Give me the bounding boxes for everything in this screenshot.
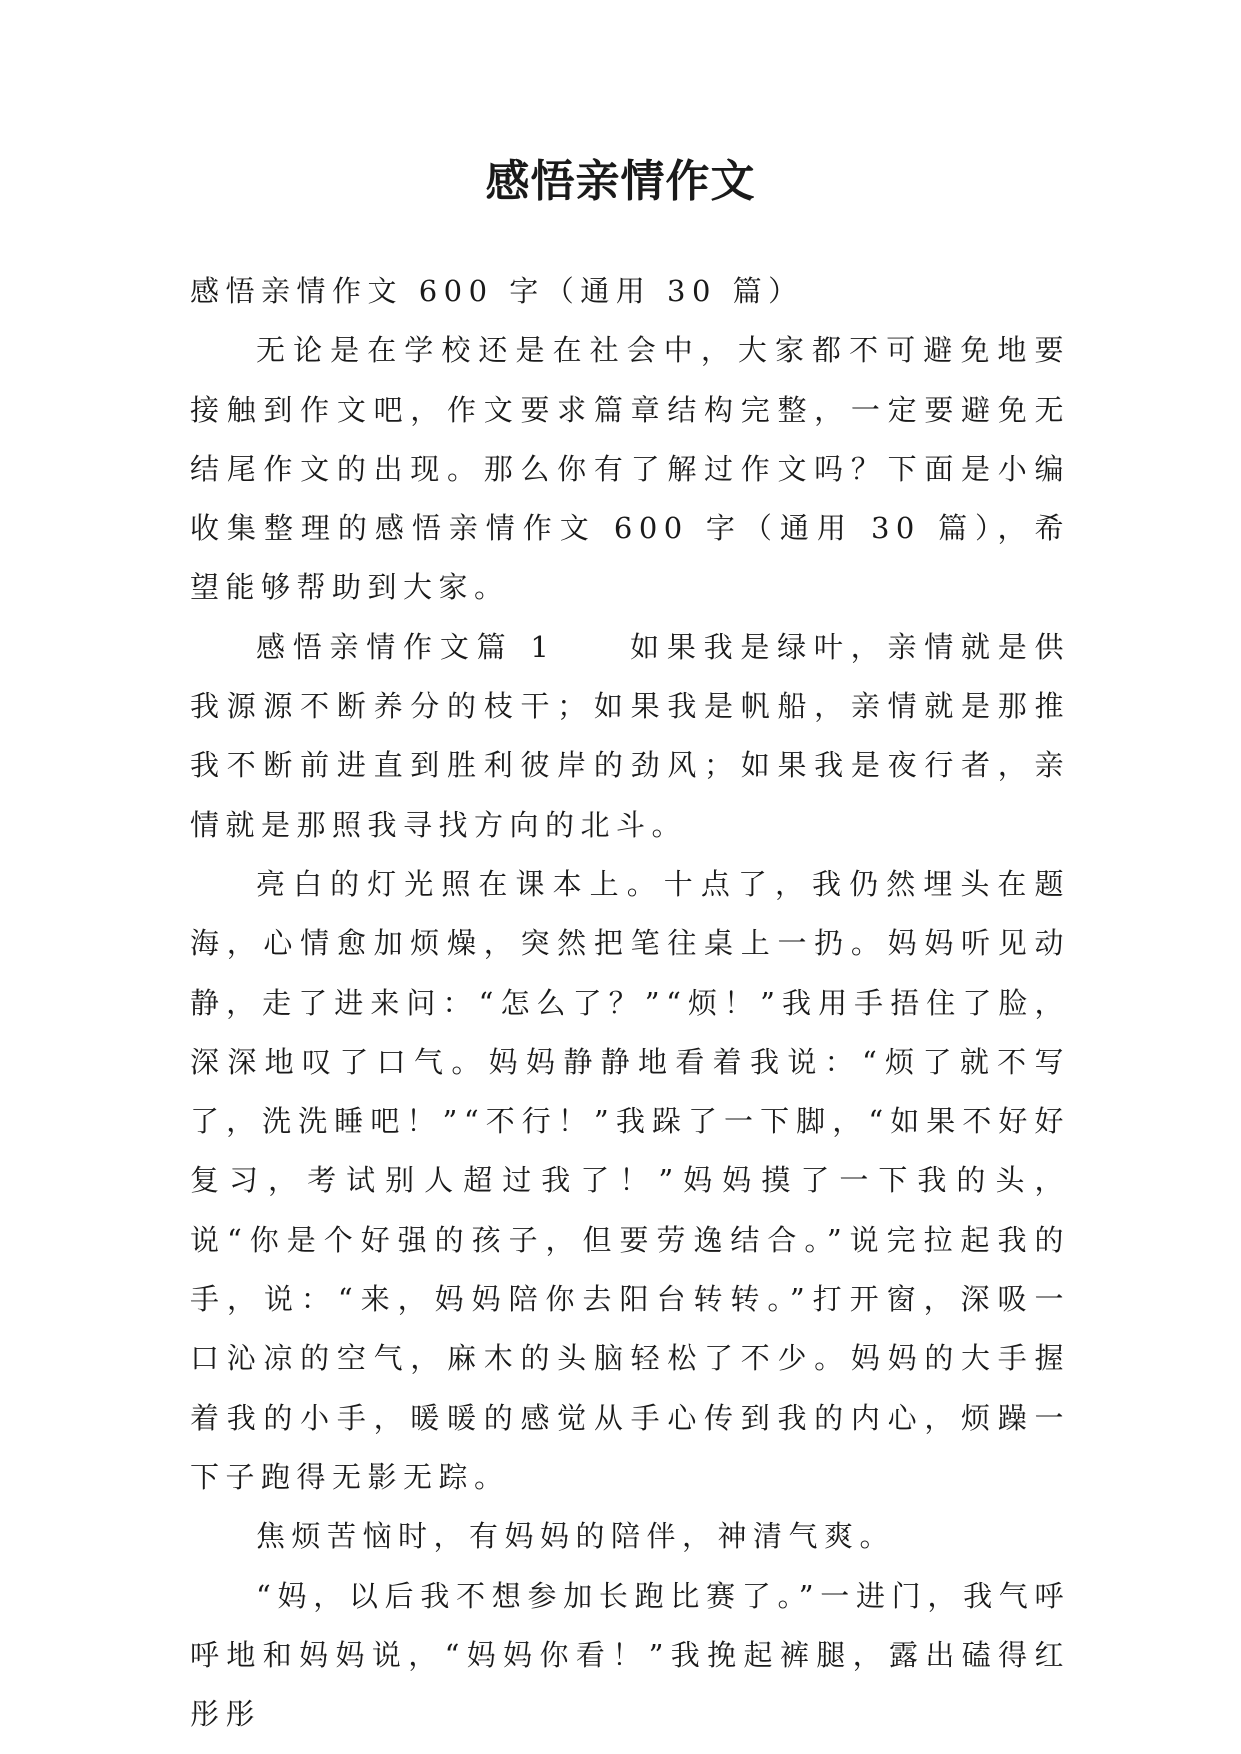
- paragraph-intro: 无论是在学校还是在社会中，大家都不可避免地要接触到作文吧，作文要求篇章结构完整，一定要避免无结尾作文的出现。那么你有了解过作文吗？下面是小编收集整理的感悟亲情作文 600 字（通用 30 篇），希望能够帮助到大家。: [190, 333, 1070, 605]
- document-subtitle: 感悟亲情作文 600 字（通用 30 篇）: [190, 274, 804, 308]
- paragraph-running-scene: “妈，以后我不想参加长跑比赛了。”一进门，我气呼呼地和妈妈说，“妈妈你看！”我挽起裤腿，露出磕得红彤彤: [190, 1578, 1070, 1732]
- document-body: [190, 262, 1070, 1744]
- document-title: 感悟亲情作文: [485, 156, 756, 207]
- paragraph-lamp-scene: 亮白的灯光照在课本上。十点了，我仍然埋头在题海，心情愈加烦燥，突然把笔往桌上一扔。妈妈听见动静，走了进来问：“怎么了？”“烦！”我用手捂住了脸，深深地叹了口气。妈妈静静地看着我说：“烦了就不写了，洗洗睡吧！”“不行！”我跺了一下脚，“如果不好好复习，考试别人超过我了！”妈妈摸了一下我的头，说“你是个好强的孩子，但要劳逸结合。”说完拉起我的手，说：“来，妈妈陪你去阳台转转。”打开窗，深吸一口沁凉的空气，麻木的头脑轻松了不少。妈妈的大手握着我的小手，暖暖的感觉从手心传到我的内心，烦躁一下子跑得无影无踪。: [190, 866, 1070, 1494]
- paragraph-summary-line: 焦烦苦恼时，有妈妈的陪伴，神清气爽。: [256, 1519, 896, 1554]
- paragraph-essay-1-opening: 感悟亲情作文篇 1 如果我是绿叶，亲情就是供我源源不断养分的枝干；如果我是帆船，亲情就是那推我不断前进直到胜利彼岸的劲风；如果我是夜行者，亲情就是那照我寻找方向的北斗。: [190, 629, 1070, 842]
